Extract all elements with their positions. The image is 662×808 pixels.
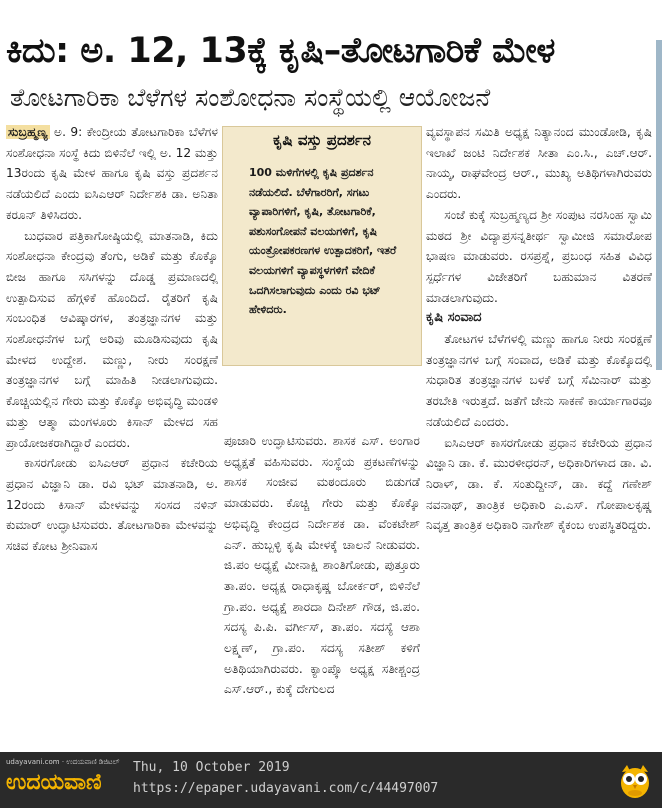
paragraph: ಕಾಸರಗೋಡು ಐಸಿಎಆರ್ ಪ್ರಧಾನ ಕಚೇರಿಯ ಪ್ರಧಾನ ವಿಜ್ಞಾನಿ ಡಾ. ರವಿ ಭಟ್ ಮಾತನಾಡಿ, ಅ. 12ರಂದು ಕಿಸಾನ್ ಮೇಳವನ್ನು ಸಂಸದ ನಳಿನ್ ಕುಮಾರ್ ಉದ್ಘಾಟಿಸುವರು. ತೋಟಗಾರಿಕಾ ಮೇಳವನ್ನು ಸಚಿವ ಕೋಟ ಶ್ರೀನಿವಾಸ — [6, 456, 218, 554]
paragraph: ವ್ಯವಸ್ಥಾಪನ ಸಮಿತಿ ಅಧ್ಯಕ್ಷ ನಿತ್ಯಾನಂದ ಮುಂಡೋಡಿ, ಕೃಷಿ ಇಲಾಖೆ ಜಂಟಿ ನಿರ್ದೇಶಕ ಸೀತಾ ಎಂ.ಸಿ., ಎಚ್.ಆರ್. ನಾಯ್ಕ, ರಾಘವೇಂದ್ರ ಆರ್., ಮುಖ್ಯ ಅತಿಥಿಗಳಾಗಿರುವರು ಎಂದರು. — [426, 125, 652, 202]
subheadline: ತೋಟಗಾರಿಕಾ ಬೆಳೆಗಳ ಸಂಶೋಧನಾ ಸಂಸ್ಥೆಯಲ್ಲಿ ಆಯೋಜನೆ — [10, 83, 491, 112]
box-text: 100 ಮಳಿಗೆಗಳಲ್ಲಿ ಕೃಷಿ ಪ್ರದರ್ಶನ ನಡೆಯಲಿದೆ. ಬೆಳೆಗಾರರಿಗೆ, ಸಗಟು ವ್ಯಾಪಾರಿಗಳಿಗೆ, ಕೃಷಿ, ತೋಟಗಾರಿಕೆ, ಪಶುಸಂಗೋಪನೆ ವಲಯಗಳಿಗೆ, ಕೃಷಿ ಯಂತ್ರೋಪಕರಣಗಳ ಉತ್ಪಾದಕರಿಗೆ, ಇತರೆ ವಲಯಗಳಿಗೆ ವ್ಯಾಪಸ್ಥಳಗಳಿಗೆ ವೇದಿಕೆ ಒದಗಿಸಲಾಗುವುದು ಎಂದು ರವಿ ಭಟ್ ಹೇಳಿದರು. — [249, 166, 397, 317]
adjacent-page-edge — [656, 40, 662, 370]
article-column-3 — [426, 122, 652, 536]
epaper-footer — [0, 752, 662, 808]
paragraph: ಐಸಿಎಆರ್ ಕಾಸರಗೋಡು ಪ್ರಧಾನ ಕಚೇರಿಯ ಪ್ರಧಾನ ವಿಜ್ಞಾನಿ ಡಾ. ಕೆ. ಮುರಳೀಧರನ್, ಅಧಿಕಾರಿಗಳಾದ ಡಾ. ವಿ. ನಿರಾಳ್, ಡಾ. ಕೆ. ಸಂತುದ್ದೀನ್, ಡಾ. ಕದ್ದೆ ಗಣೇಶ್ ನವನಾಥ್, ತಾಂತ್ರಿಕ ಅಧಿಕಾರಿ ಎ.ಎಸ್. ಗೋಪಾಲಕೃಷ್ಣ ನಿವೃತ್ತ ತಾಂತ್ರಿಕ ಅಧಿಕಾರಿ ನಾಗೇಶ್ ಕೈಕಂಬ ಉಪಸ್ಥಿತರಿದ್ದರು. — [426, 435, 652, 533]
section-heading: ಕೃಷಿ ಸಂವಾದ — [426, 310, 482, 326]
article-column-2 — [224, 431, 420, 700]
paragraph: ತೋಟಗಳ ಬೆಳೆಗಳಲ್ಲಿ ಮಣ್ಣು ಹಾಗೂ ನೀರು ಸಂರಕ್ಷಣೆ ತಂತ್ರಜ್ಞಾನಗಳ ಬಗ್ಗೆ ಸಂವಾದ, ಅಡಿಕೆ ಮತ್ತು ಕೊಕ್ಕೊದಲ್ಲಿ ಸುಧಾರಿತ ತಂತ್ರಜ್ಞಾನಗಳ ಬಳಕೆ ಬಗ್ಗೆ ಸೆಮಿನಾರ್ ಮತ್ತು ತರಬೇತಿ ಇರುತ್ತದೆ. ಜತೆಗೆ ಜೇನು ಸಾಕಣೆ ಕಾರ್ಯಾಗಾರವೂ ನಡೆಯಲಿದೆ ಎಂದರು. — [426, 332, 652, 429]
sidebar-box — [222, 126, 422, 366]
paragraph: ಬುಧವಾರ ಪತ್ರಿಕಾಗೋಷ್ಠಿಯಲ್ಲಿ ಮಾತನಾಡಿ, ಕಿದು ಸಂಶೋಧನಾ ಕೇಂದ್ರವು ತೆಂಗು, ಅಡಿಕೆ ಮತ್ತು ಕೊಕ್ಕೊ ಬೀಜ ಹಾಗೂ ಸಸಿಗಳನ್ನು ದೊಡ್ಡ ಪ್ರಮಾಣದಲ್ಲಿ ಉತ್ಪಾದಿಸುವ ಹೆಗ್ಗಳಿಕೆ ಹೊಂದಿದೆ. ರೈತರಿಗೆ ಕೃಷಿ ಸಂಬಂಧಿತ ಆವಿಷ್ಕಾರಗಳ, ತಂತ್ರಜ್ಞಾನಗಳ ಮತ್ತು ಸಂಶೋಧನೆಗಳ ಬಗ್ಗೆ ಅರಿವು ಮೂಡಿಸುವುದು ಕೃಷಿ ಮೇಳದ ಉದ್ದೇಶ. ಮಣ್ಣು, ನೀರು ಸಂರಕ್ಷಣೆ ತಂತ್ರಜ್ಞಾನಗಳ ಬಗ್ಗೆ ಮಾಹಿತಿ ನೀಡಲಾಗುವುದು. ಕೊಚ್ಚಿಯಲ್ಲಿನ ಗೇರು ಮತ್ತು ಕೊಕ್ಕೊ ಅಭಿವೃದ್ಧಿ ಮಂಡಳಿ ಮತ್ತು ಆತ್ಮಾ ಮಂಗಳೂರು ಕಿಸಾನ್ ಮೇಳದ ಸಹ ಪ್ರಾಯೋಜಕರಾಗಿದ್ದಾರೆ ಎಂದರು. — [6, 228, 218, 450]
edition-date: Thu, 10 October 2019 — [133, 760, 290, 775]
dateline: ಸುಬ್ರಹ್ಮಣ್ಯ — [8, 125, 48, 139]
paragraph: ಸಂಜೆ ಕುಕ್ಕೆ ಸುಬ್ರಹ್ಮಣ್ಯದ ಶ್ರೀ ಸಂಪುಟ ನರಸಿಂಹ ಸ್ವಾಮಿ ಮಠದ ಶ್ರೀ ವಿದ್ಯಾಪ್ರಸನ್ನತೀರ್ಥ ಸ್ವಾಮೀಜಿ ಸಮಾರೋಪ ಭಾಷಣ ಮಾಡುವರು. ರಸಪ್ರಶ್ನೆ, ಪ್ರಬಂಧ ಸಹಿತ ವಿವಿಧ ಸ್ಪರ್ಧೆಗಳ ವಿಜೇತರಿಗೆ ಬಹುಮಾನ ವಿತರಣೆ ಮಾಡಲಾಗುವುದು. — [426, 207, 652, 305]
lead-paragraph — [6, 122, 218, 226]
paragraph: ಪೂಜಾರಿ ಉದ್ಘಾಟಿಸುವರು. ಶಾಸಕ ಎಸ್. ಅಂಗಾರ ಅಧ್ಯಕ್ಷತೆ ವಹಿಸುವರು. ಸಂಸ್ಥೆಯ ಪ್ರಕಟಣೆಗಳನ್ನು ಶಾಸಕ ಸಂಜೀವ ಮಠಂದೂರು ಬಿಡುಗಡೆ ಮಾಡುವರು. ಕೊಚ್ಚಿ ಗೇರು ಮತ್ತು ಕೊಕ್ಕೊ ಅಭಿವೃದ್ಧಿ ಕೇಂದ್ರದ ನಿರ್ದೇಶಕ ಡಾ. ವೆಂಕಟೇಶ್ ಎನ್. ಹುಬ್ಬಳ್ಳಿ ಕೃಷಿ ಮೇಳಕ್ಕೆ ಚಾಲನೆ ನೀಡುವರು. ಜಿ.ಪಂ ಅಧ್ಯಕ್ಷೆ ಮೀನಾಕ್ಷಿ ಶಾಂತಿಗೋಡು, ಪುತ್ತೂರು ತಾ.ಪಂ. ಅಧ್ಯಕ್ಷ ರಾಧಾಕೃಷ್ಣ ಬೋರ್ಕರ್, ಬಿಳಿನೆಲೆ ಗ್ರಾ.ಪಂ. ಅಧ್ಯಕ್ಷೆ ಶಾರದಾ ದಿನೇಶ್ ಗೌಡ, ಜಿ.ಪಂ. ಸದಸ್ಯ ಪಿ.ಪಿ. ವರ್ಗೀಸ್, ತಾ.ಪಂ. ಸದಸ್ಯೆ ಆಶಾ ಲಕ್ಷ್ಮಣ್, ಗ್ರಾ.ಪಂ. ಸದಸ್ಯ ಸತೀಶ್ ಕಳಿಗೆ ಅತಿಥಿಯಾಗಿರುವರು. ಕ್ಯಾಂಪ್ಕೊ ಅಧ್ಯಕ್ಷ ಸತೀಶ್ಚಂದ್ರ ಎಸ್.ಆರ್., ಕುಕ್ಕೆ ದೇಗುಲದ — [224, 434, 420, 697]
box-title: ಕೃಷಿ ವಸ್ತು ಪ್ರದರ್ಶನ — [272, 131, 372, 149]
logo-block[interactable] — [0, 752, 126, 808]
udayavani-logo: ಉದಯವಾಣಿ — [6, 770, 102, 795]
logo-tagline: udayavani.com · ಉದಯವಾಣಿ ಡಿಜಿಟಲ್ — [6, 758, 120, 766]
headline: ಕಿದು: ಅ. 12, 13ಕ್ಕೆ ಕೃಷಿ–ತೋಟಗಾರಿಕೆ ಮೇಳ — [6, 31, 555, 71]
owl-mascot-icon — [618, 762, 652, 800]
article-column-1 — [6, 122, 218, 557]
lead-text: ಅ. 9: ಕೇಂದ್ರೀಯ ತೋಟಗಾರಿಕಾ ಬೆಳೆಗಳ ಸಂಶೋಧನಾ ಸಂಸ್ಥೆ ಕಿದು ಬಿಳಿನೆಲೆ ಇಲ್ಲಿ ಅ. 12 ಮತ್ತು 13ರಂದು ಕೃಷಿ ಮೇಳ ಹಾಗೂ ಕೃಷಿ ವಸ್ತು ಪ್ರದರ್ಶನ ನಡೆಯಲಿದೆ ಎಂದು ಐಸಿಎಆರ್ ನಿರ್ದೇಶಕಿ ಡಾ. ಅನಿತಾ ಕರೂನ್ ತಿಳಿಸಿದರು. — [6, 125, 218, 222]
epaper-url-link[interactable]: https://epaper.udayavani.com/c/44497007 — [133, 781, 439, 796]
